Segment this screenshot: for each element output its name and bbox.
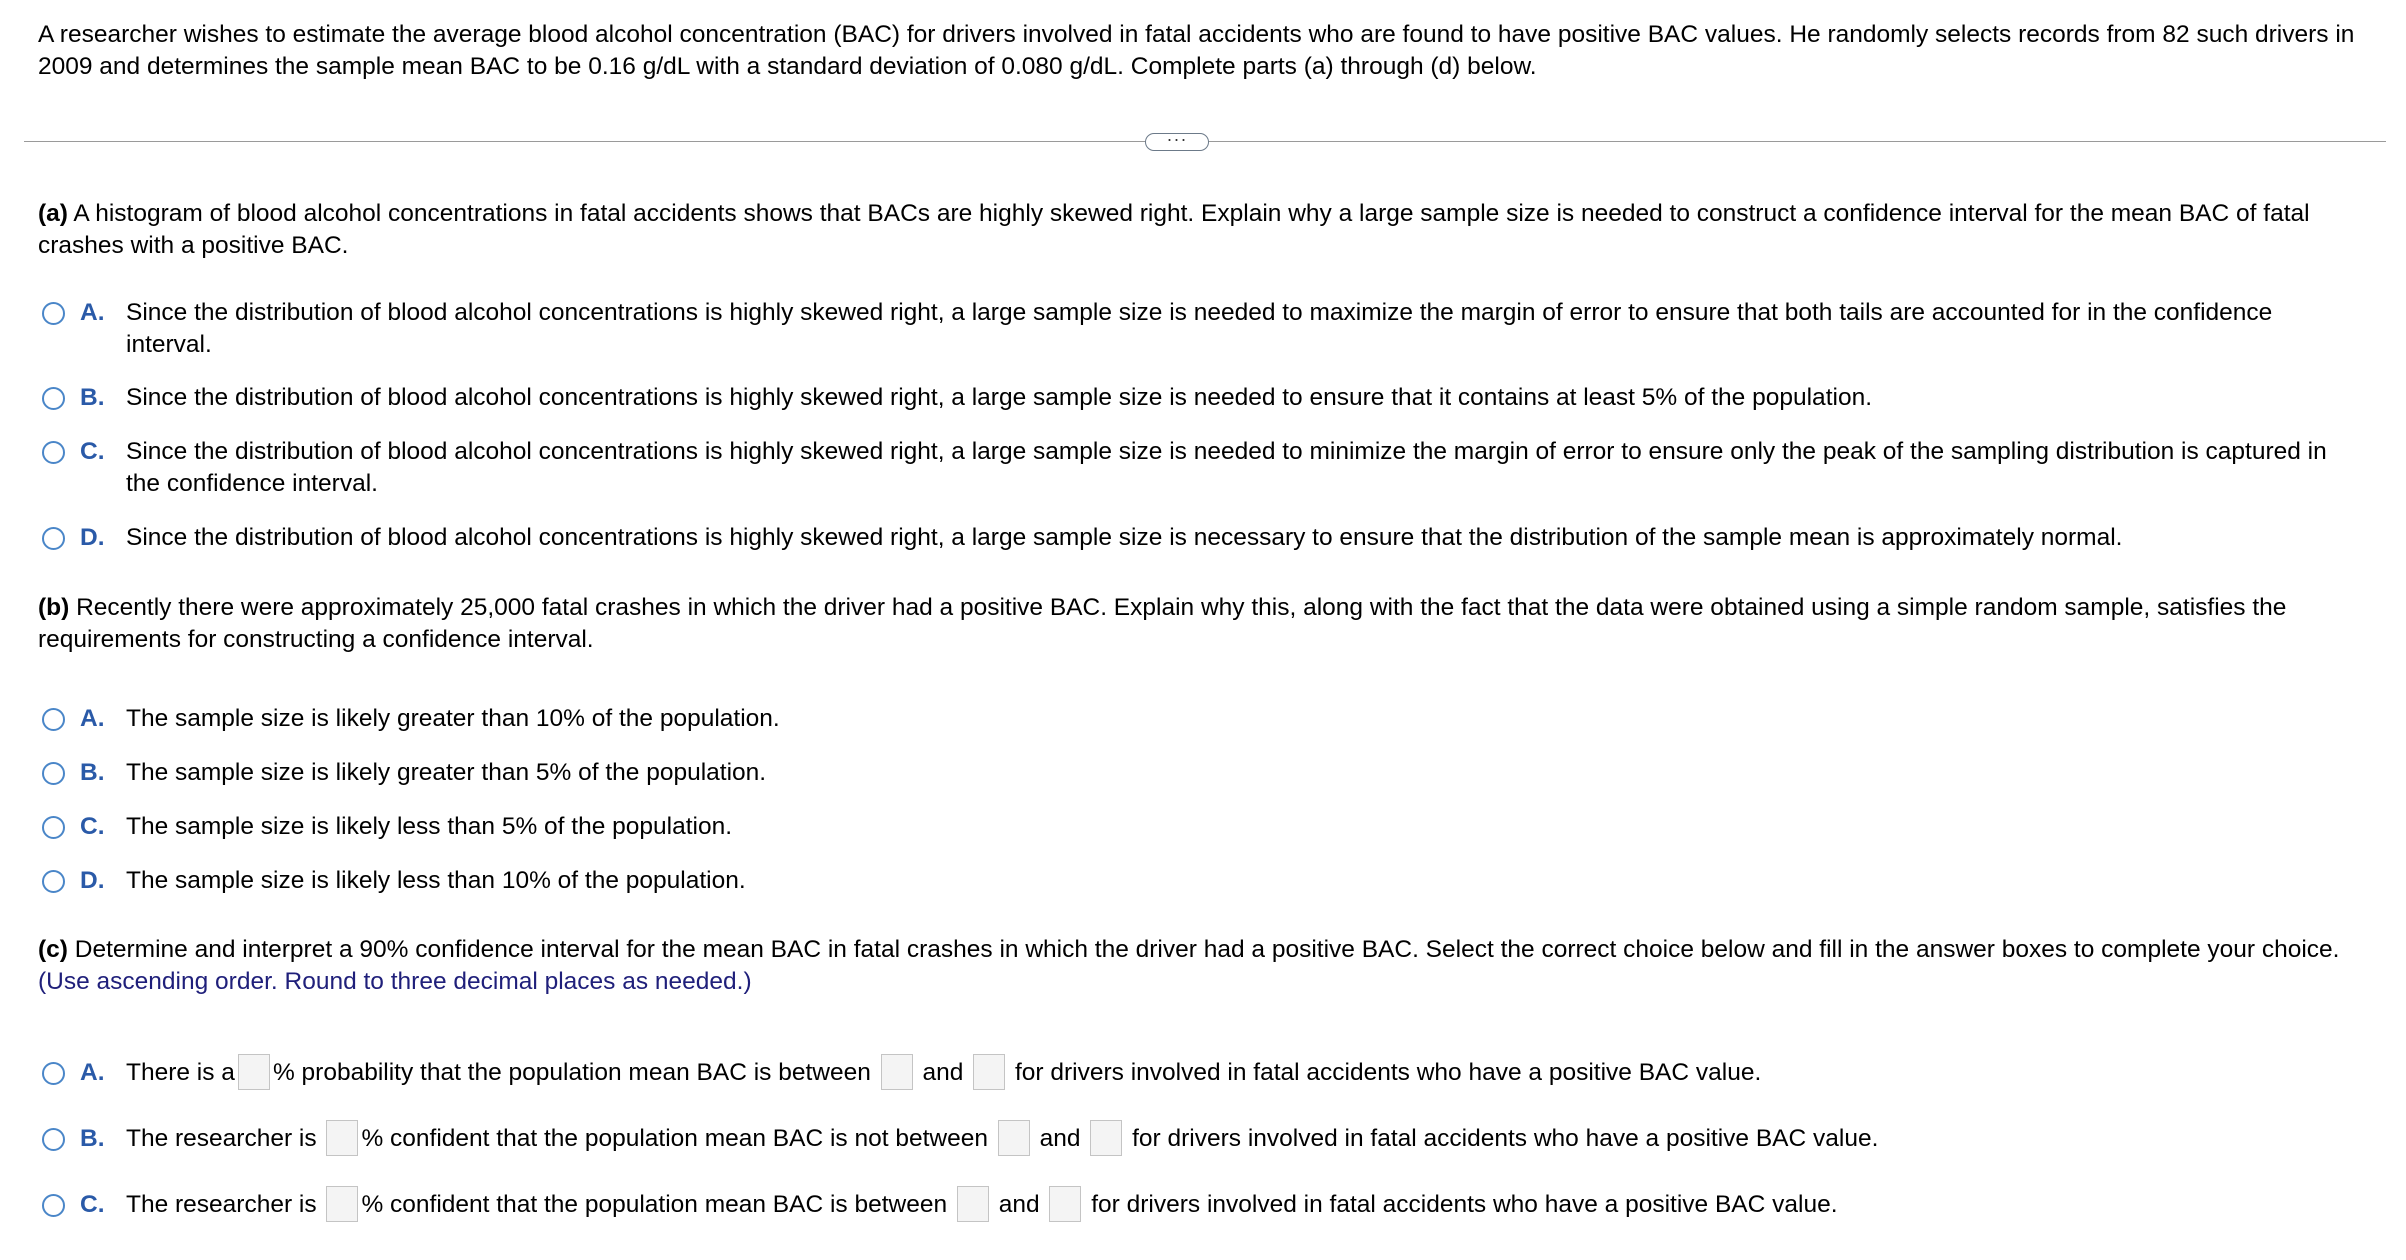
option-text: Since the distribution of blood alcohol concentrations is highly skewed right, a large sample size is needed to minimize the margin of error to ensure only the peak of the sampling distribution is captured in the confidence interval. — [126, 438, 2327, 497]
part-a-option-a[interactable] — [40, 297, 2360, 361]
option-letter: C. — [80, 813, 105, 840]
part-b-option-b[interactable] — [40, 757, 2360, 789]
option-letter: A. — [80, 705, 105, 732]
lower-bound-input[interactable] — [957, 1186, 989, 1222]
option-letter: B. — [80, 384, 105, 411]
option-letter: D. — [80, 867, 105, 894]
confidence-level-input[interactable] — [326, 1120, 358, 1156]
radio-button[interactable] — [42, 441, 65, 464]
option-letter: B. — [80, 759, 105, 786]
option-text: The sample size is likely less than 10% of the population. — [126, 867, 746, 894]
option-text: The sample size is likely greater than 5% of the population. — [126, 759, 767, 786]
part-c-label: (c) — [38, 936, 68, 963]
option-letter: D. — [80, 524, 105, 551]
option-letter: C. — [80, 1191, 105, 1218]
part-c-question — [38, 934, 2378, 998]
radio-button[interactable] — [42, 870, 65, 893]
option-letter: B. — [80, 1125, 105, 1152]
part-c-option-c[interactable] — [40, 1189, 2360, 1222]
option-text: The sample size is likely greater than 10% of the population. — [126, 705, 780, 732]
option-text — [126, 1189, 2360, 1222]
radio-button[interactable] — [42, 762, 65, 785]
lower-bound-input[interactable] — [998, 1120, 1030, 1156]
option-text — [126, 1123, 2360, 1156]
upper-bound-input[interactable] — [1049, 1186, 1081, 1222]
option-text: Since the distribution of blood alcohol concentrations is highly skewed right, a large sample size is necessary to ensure that the distribution of the sample mean is approximately normal. — [126, 524, 2123, 551]
part-a-label: (a) — [38, 200, 68, 227]
part-b-option-d[interactable] — [40, 865, 2360, 897]
option-text-part: and — [998, 1191, 1040, 1218]
option-text-part: for drivers involved in fatal accidents who have a positive BAC value. — [1132, 1125, 1879, 1152]
part-b-option-a[interactable] — [40, 703, 2360, 735]
confidence-level-input[interactable] — [326, 1186, 358, 1222]
option-text: Since the distribution of blood alcohol concentrations is highly skewed right, a large sample size is needed to maximize the margin of error to ensure that both tails are accounted for in the confidence interval. — [126, 299, 2273, 358]
part-c-option-b[interactable] — [40, 1123, 2360, 1156]
option-text-part: The researcher is — [126, 1125, 317, 1152]
part-b-label: (b) — [38, 594, 70, 621]
expand-more-button[interactable]: ··· — [1145, 133, 1209, 151]
option-text-part: The researcher is — [126, 1191, 317, 1218]
radio-button[interactable] — [42, 527, 65, 550]
part-b-question — [38, 592, 2378, 656]
option-letter: C. — [80, 438, 105, 465]
radio-button[interactable] — [42, 387, 65, 410]
option-text-part: % confident that the population mean BAC is between — [361, 1191, 948, 1218]
part-a-option-b[interactable] — [40, 382, 2360, 414]
option-text-part: for drivers involved in fatal accidents who have a positive BAC value. — [1091, 1191, 1838, 1218]
option-text-part: and — [1039, 1125, 1081, 1152]
option-text: Since the distribution of blood alcohol concentrations is highly skewed right, a large sample size is needed to ensure that it contains at least 5% of the population. — [126, 384, 1872, 411]
lower-bound-input[interactable] — [881, 1054, 913, 1090]
problem-intro: A researcher wishes to estimate the average blood alcohol concentration (BAC) for drivers involved in fatal accidents who are found to have positive BAC values. He randomly selects records from 82 such drivers in 2009 and determines the sample mean BAC to be 0.16 g/dL with a standard deviation of 0.080 g/dL. Complete parts (a) through (d) below. — [38, 21, 2355, 80]
radio-button[interactable] — [42, 302, 65, 325]
radio-button[interactable] — [42, 708, 65, 731]
radio-button[interactable] — [42, 1194, 65, 1217]
upper-bound-input[interactable] — [973, 1054, 1005, 1090]
part-a-question — [38, 198, 2378, 262]
option-text-part: % confident that the population mean BAC is not between — [361, 1125, 988, 1152]
part-a-option-d[interactable] — [40, 522, 2360, 554]
option-text — [126, 1057, 2360, 1090]
radio-button[interactable] — [42, 1062, 65, 1085]
option-letter: A. — [80, 1059, 105, 1086]
option-text-part: and — [922, 1059, 964, 1086]
part-c-text: Determine and interpret a 90% confidence interval for the mean BAC in fatal crashes in which the driver had a positive BAC. Select the correct choice below and fill in the answer boxes to complete your choice. — [74, 936, 2340, 963]
option-text-part: % probability that the population mean BAC is between — [272, 1059, 871, 1086]
option-text-part: There is a — [126, 1059, 235, 1086]
radio-button[interactable] — [42, 1128, 65, 1151]
option-text-part: for drivers involved in fatal accidents who have a positive BAC value. — [1014, 1059, 1762, 1086]
part-a-option-c[interactable] — [40, 436, 2360, 500]
option-text: The sample size is likely less than 5% of the population. — [126, 813, 733, 840]
part-c-hint: (Use ascending order. Round to three decimal places as needed.) — [38, 968, 752, 995]
option-letter: A. — [80, 299, 105, 326]
upper-bound-input[interactable] — [1090, 1120, 1122, 1156]
part-a-text: A histogram of blood alcohol concentrations in fatal accidents shows that BACs are highly skewed right. Explain why a large sample size is needed to construct a confidence interval for the mean BAC of fatal crashes with a positive BAC. — [38, 200, 2310, 259]
radio-button[interactable] — [42, 816, 65, 839]
part-c-option-a[interactable] — [40, 1057, 2360, 1090]
part-b-text: Recently there were approximately 25,000 fatal crashes in which the driver had a positive BAC. Explain why this, along with the fact that the data were obtained using a simple random sample, satisfies the requirements for constructing a confidence interval. — [38, 594, 2287, 653]
confidence-level-input[interactable] — [238, 1054, 270, 1090]
part-b-option-c[interactable] — [40, 811, 2360, 843]
